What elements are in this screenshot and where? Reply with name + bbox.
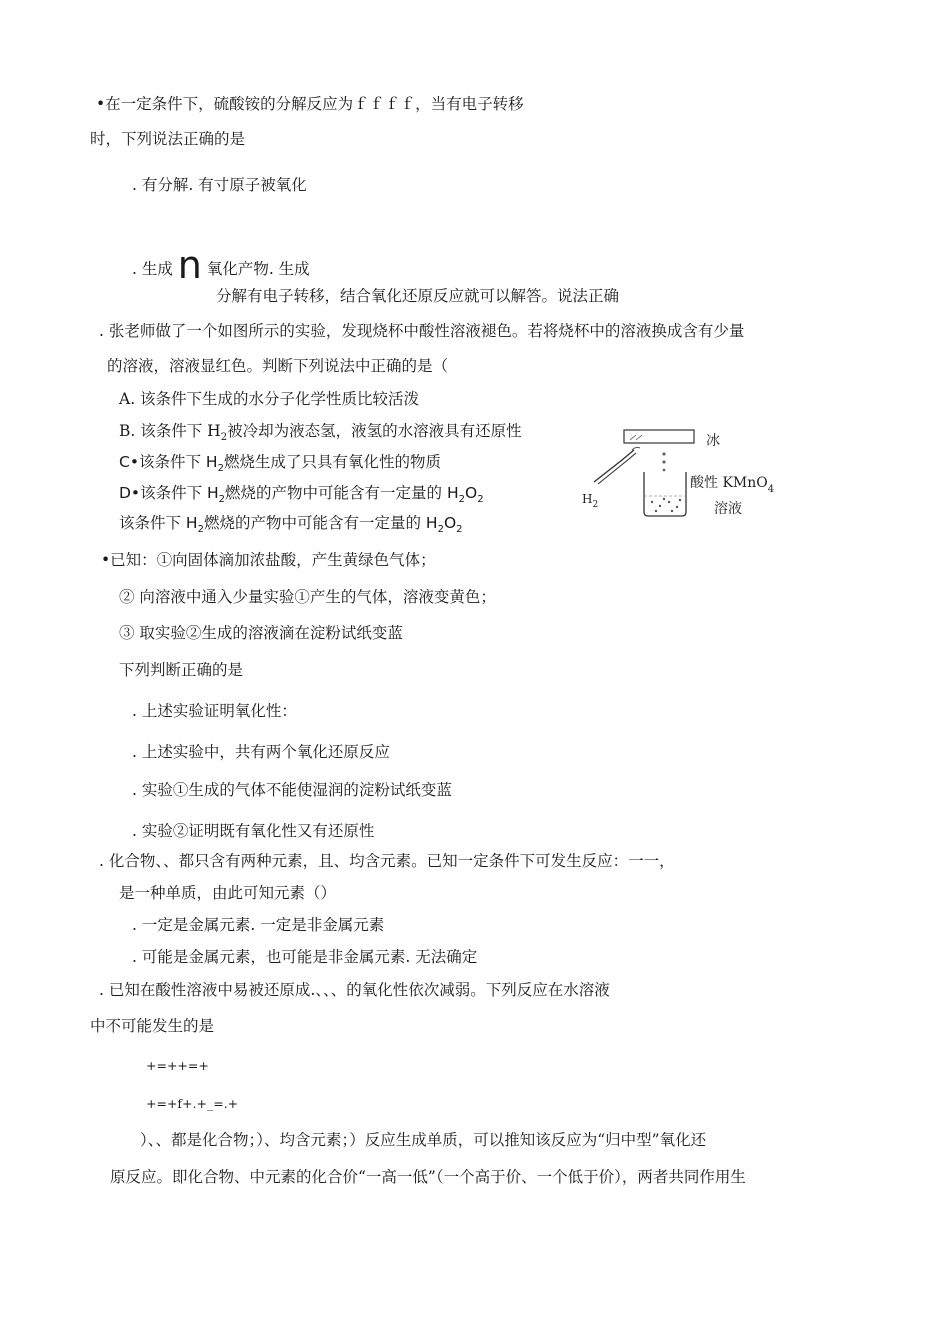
q3-stem-line4: 下列判断正确的是 xyxy=(119,661,244,679)
q3-option-3: . 实验①生成的气体不能使湿润的淀粉试纸变蓝 xyxy=(132,781,452,799)
q1-stem-line2: 时，下列说法正确的是 xyxy=(90,130,246,148)
q2-option-c-post: 燃烧生成了只具有氧化性的物质 xyxy=(223,453,441,471)
beaker-label-1-text: 酸性 KMnO xyxy=(690,475,768,491)
q1-option-2-pre: . 生成 xyxy=(132,260,173,278)
q2-repeat-line xyxy=(119,513,463,540)
q5-analysis-line1: ）、、都是化合物；）、均含元素；）反应生成单质，可以推知该反应为“归中型”氧化还 xyxy=(140,1131,707,1149)
q5-analysis-line2: 原反应。即化合物、中元素的化合价“一高一低”（一个高于价、一个低于价），两者共同作用生 xyxy=(110,1168,746,1186)
q2-option-c-sub: 2 xyxy=(217,463,224,475)
q4-stem-line1: . 化合物、、都只含有两种元素，且、均含元素。已知一定条件下可发生反应：一一， xyxy=(99,852,675,870)
drop-3 xyxy=(663,469,666,472)
beaker-label-1-sub: 4 xyxy=(767,484,775,495)
q2-option-b-post: 被冷却为液态氢，液氢的水溶液具有还原性 xyxy=(227,422,522,440)
beaker-label-1 xyxy=(690,474,774,495)
q2-repeat-sub3: 2 xyxy=(456,524,463,536)
q1-option-2 xyxy=(132,242,310,287)
drop-2 xyxy=(662,460,665,463)
q3-option-4: . 实验②证明既有氧化性又有还原性 xyxy=(132,822,375,840)
q2-stem-line1: . 张老师做了一个如图所示的实验，发现烧杯中酸性溶液褪色。若将烧杯中的溶液换成含有少量 xyxy=(99,322,745,340)
h2-label xyxy=(582,492,598,510)
q2-option-d-sub2: 2 xyxy=(458,494,466,506)
q1-option-2-big: n xyxy=(177,243,202,287)
q5-stem-line2: 中不可能发生的是 xyxy=(90,1017,215,1035)
q2-option-d-mid: 燃烧的产物中可能含有一定量的 H xyxy=(225,484,459,502)
q4-option-2: . 可能是金属元素，也可能是非金属元素. 无法确定 xyxy=(132,948,478,966)
q5-equation-2: +=+f+.+_=.+ xyxy=(146,1096,239,1111)
q2-option-d-sub: 2 xyxy=(218,494,226,506)
q3-stem-line2: ② 向溶液中通入少量实验①产生的气体，溶液变黄色； xyxy=(119,588,496,606)
q5-equation-1: +=++=+ xyxy=(146,1058,209,1073)
h2-label-text: H xyxy=(582,492,593,506)
q2-option-c-pre: C•该条件下 H xyxy=(119,453,218,471)
q3-stem-line3: ③ 取实验②生成的溶液滴在淀粉试纸变蓝 xyxy=(119,624,403,642)
flame-mark xyxy=(632,447,640,450)
q2-repeat-pre: 该条件下 H xyxy=(119,514,198,532)
q3-option-2: . 上述实验中，共有两个氧化还原反应 xyxy=(132,743,390,761)
q2-repeat-end: O xyxy=(443,514,457,532)
q2-option-b-sub: 2 xyxy=(220,432,228,444)
q1-stem-line1: •在一定条件下，硫酸铵的分解反应为ｆｆｆｆ，当有电子转移 xyxy=(96,95,524,113)
drop-1 xyxy=(662,452,665,455)
q5-stem-line1: . 已知在酸性溶液中易被还原成.、、、的氧化性依次减弱。下列反应在水溶液 xyxy=(99,981,610,999)
h2-label-sub: 2 xyxy=(592,500,599,510)
q4-option-1: . 一定是金属元素. 一定是非金属元素 xyxy=(132,916,385,934)
q3-option-1: . 上述实验证明氧化性： xyxy=(132,702,297,720)
q2-option-a: A. 该条件下生成的水分子化学性质比较活泼 xyxy=(119,390,420,408)
ice-label: 冰 xyxy=(706,433,720,449)
q1-analysis: 分解有电子转移，结合氧化还原反应就可以解答。说法正确 xyxy=(216,287,620,305)
q2-option-d-pre: D•该条件下 H xyxy=(119,484,219,502)
q2-repeat-sub2: 2 xyxy=(437,524,444,536)
q3-stem-line1: •已知：①向固体滴加浓盐酸，产生黄绿色气体； xyxy=(101,551,436,569)
q2-repeat-sub: 2 xyxy=(197,524,204,536)
q4-stem-line2: 是一种单质，由此可知元素（） xyxy=(119,884,337,902)
q2-option-d xyxy=(119,483,484,510)
q2-option-d-end: O xyxy=(465,484,478,502)
beaker xyxy=(644,472,686,516)
beaker-label-2: 溶液 xyxy=(714,501,742,517)
apparatus-figure xyxy=(572,420,787,530)
gas-tube xyxy=(594,450,634,482)
gas-tube-inner xyxy=(598,453,636,484)
q2-option-d-sub3: 2 xyxy=(477,494,484,506)
q2-option-b xyxy=(119,421,522,448)
q1-option-2-post: 氧化产物. 生成 xyxy=(206,260,310,278)
q2-stem-line2: 的溶液，溶液显红色。判断下列说法中正确的是（ xyxy=(107,357,449,375)
q1-option-1: . 有分解. 有寸原子被氧化 xyxy=(132,176,307,194)
q2-option-c xyxy=(119,452,441,479)
q2-repeat-mid: 燃烧的产物中可能含有一定量的 H xyxy=(203,514,438,532)
q2-option-b-pre: B. 该条件下 H xyxy=(119,422,221,440)
